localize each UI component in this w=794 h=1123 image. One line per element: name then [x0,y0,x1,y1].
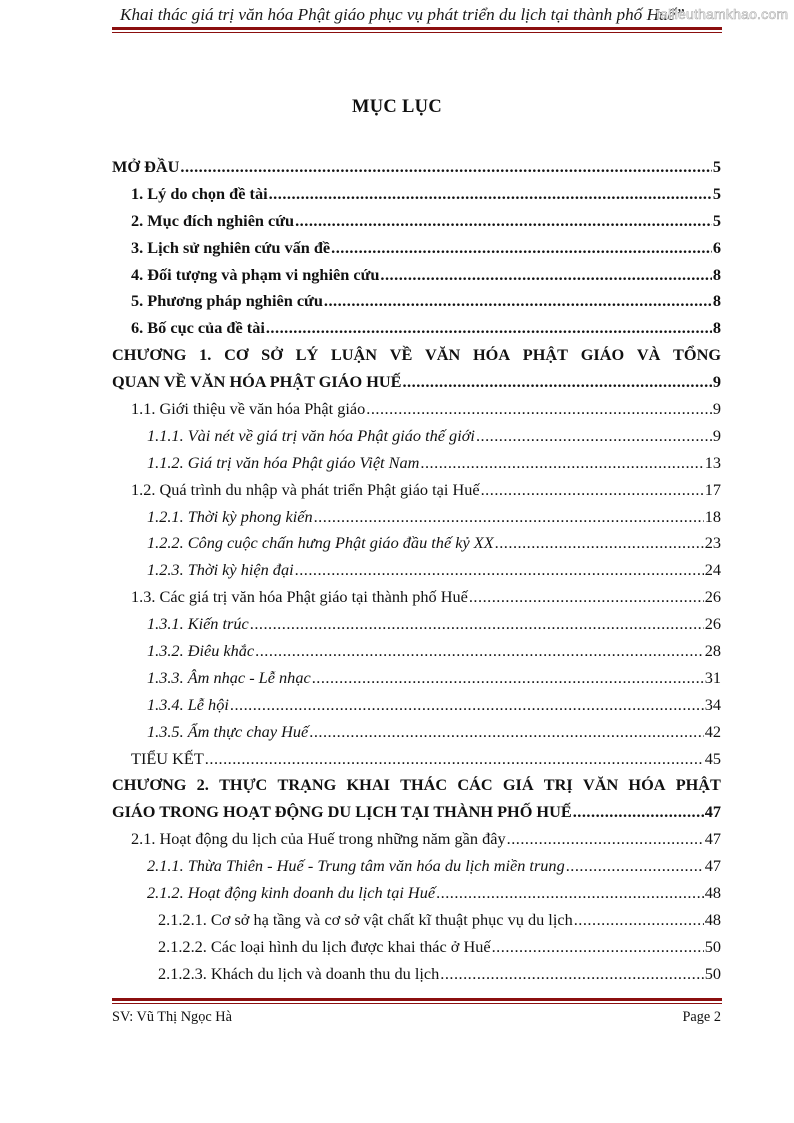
footer-author: SV: Vũ Thị Ngọc Hà [112,1009,232,1025]
toc-entry-page: 5 [712,210,721,230]
toc-entry-page: 5 [712,157,721,176]
toc-entry[interactable] [112,826,721,853]
toc-entry[interactable] [112,665,721,692]
dot-leader [250,611,704,638]
dot-leader [312,665,704,692]
toc-entry[interactable] [112,208,721,235]
chapter-heading-line [112,342,721,369]
toc-entry-text: 4. Đối tượng và phạm vi nghiên cứu [131,264,380,284]
toc-entry[interactable] [112,235,721,262]
toc-entry-text: 2. Mục đích nghiên cứu [131,210,295,230]
chapter-heading-text [112,342,721,369]
toc-entry-text: 1.1. Giới thiệu về văn hóa Phật giáo [131,399,366,419]
chapter-heading-word: SỞ [261,345,283,365]
chapter-heading-word: CHƯƠNG [112,775,187,795]
watermark: tailieuthamkhao.com [656,6,789,22]
toc-entry-page: 17 [704,479,721,499]
toc-entry[interactable] [112,692,721,719]
toc-entry-text: 6. Bố cục của đề tài [131,318,265,338]
chapter-heading-word: VĂN [425,345,461,365]
dot-leader [440,961,703,988]
chapter-heading-word: PHẬT [675,775,721,795]
toc-entry[interactable] [112,880,721,907]
toc-entry-text: 1.3. Các giá trị văn hóa Phật giáo tại thành phố Huế [131,587,468,607]
dot-leader [469,584,704,611]
dot-leader [420,450,703,477]
toc-entry-text: 1.2. Quá trình du nhập và phát triển Phật giáo tại Huế [131,479,480,499]
chapter-heading-word: TRẠNG [277,775,337,795]
dot-leader [507,826,704,853]
toc-entry[interactable] [112,638,721,665]
toc-entry-text: 1.1.2. Giá trị văn hóa Phật giáo Việt Nam [147,452,420,472]
toc-entry-text: 2.1.2. Hoạt động kinh doanh du lịch tại Huế [147,883,436,903]
chapter-heading-word: TỔNG [673,345,721,365]
toc-entry-text: 2.1.2.1. Cơ sở hạ tầng và cơ sở vật chất kĩ thuật phục vụ du lịch [158,909,573,929]
toc-entry[interactable] [112,450,721,477]
toc-entry-text: 5. Phương pháp nghiên cứu [131,291,323,311]
toc-entry-text: 1.1.1. Vài nét về giá trị văn hóa Phật giáo thế giới [147,425,475,445]
toc-entry[interactable] [112,477,721,504]
toc-entry[interactable] [112,907,721,934]
toc-chapter-2[interactable] [112,772,721,826]
toc-entry-text: 1.3.5. Ẩm thực chay Huế [147,721,309,741]
chapter-heading-word: HÓA [473,345,511,365]
toc-entry-page: 47 [704,829,721,849]
dot-leader [436,880,704,907]
toc-entry[interactable] [112,961,721,988]
header-rule-thick [112,27,722,30]
toc-entry-page: 45 [704,748,721,768]
footer-page-number: Page 2 [682,1009,721,1025]
toc-entry-text: 2.1.2.3. Khách du lịch và doanh thu du lịch [158,963,440,983]
toc-entry-text: 1.3.1. Kiến trúc [147,614,249,634]
toc-entry[interactable] [112,853,721,880]
chapter-heading-word: KHAI [346,775,390,795]
toc-entry-text: 1.2.2. Công cuộc chấn hưng Phật giáo đầu thế kỷ XX [147,533,494,553]
table-of-contents [112,154,721,988]
toc-entry[interactable] [112,530,721,557]
dot-leader [566,853,704,880]
toc-entry-text: QUAN VỀ VĂN HÓA PHẬT GIÁO HUẾ [112,372,402,392]
dot-leader [205,746,704,773]
chapter-heading-word: TRỊ [543,775,573,795]
chapter-heading-word: PHẬT [522,345,569,365]
dot-leader [295,557,704,584]
header-title: Khai thác giá trị văn hóa Phật giáo phục vụ phát triển du lịch tại thành phố Huế” [120,5,685,24]
chapter-heading-text [112,772,721,799]
toc-entry-page: 34 [704,694,721,714]
toc-entry-text: 1.3.3. Âm nhạc - Lễ nhạc [147,667,311,687]
toc-entry[interactable] [112,423,721,450]
toc-entry-text: 1.2.1. Thời kỳ phong kiến [147,506,313,526]
footer-rule-thin [112,1003,722,1004]
dot-leader [295,208,712,235]
toc-entry-page: 8 [712,318,721,338]
toc-chapter-1[interactable] [112,342,721,396]
dot-leader [476,423,712,450]
toc-entry-text: GIÁO TRONG HOẠT ĐỘNG DU LỊCH TẠI THÀNH PHỐ HUẾ [112,802,572,822]
toc-entry[interactable] [112,611,721,638]
chapter-heading-word: LÝ [295,345,319,365]
toc-entry-page: 23 [704,533,721,553]
toc-entry [112,799,721,826]
toc-entry-text: 2.1. Hoạt động du lịch của Huế trong những năm gần đây [131,829,506,849]
toc-entry-page: 5 [712,183,721,203]
dot-leader [314,504,704,531]
toc-entry-page: 31 [704,667,721,687]
dot-leader [309,719,703,746]
toc-entry-page: 42 [704,721,721,741]
toc-entry-text: MỞ ĐẦU [112,157,180,176]
toc-entry[interactable] [112,315,721,342]
toc-entry [112,369,721,396]
toc-entry[interactable] [112,934,721,961]
dot-leader [366,396,712,423]
chapter-heading-word: GIÁO [580,345,625,365]
chapter-heading-word: CÁC [457,775,493,795]
toc-entry[interactable] [112,396,721,423]
toc-entry-page: 47 [704,856,721,876]
toc-entry-page: 26 [704,614,721,634]
toc-entry-page: 50 [704,936,721,956]
toc-entry-text: 2.1.1. Thừa Thiên - Huế - Trung tâm văn hóa du lịch miền trung [147,856,565,876]
chapter-heading-word: CHƯƠNG [112,345,187,365]
dot-leader [481,477,704,504]
dot-leader [230,692,704,719]
toc-entry-page: 48 [704,883,721,903]
chapter-heading-word: VÀ [636,345,661,365]
toc-title: MỤC LỤC [352,97,442,117]
toc-entry-text: 1.3.4. Lễ hội [147,694,229,714]
chapter-heading-word: LUẬN [330,345,378,365]
toc-entry-mo-dau[interactable] [112,154,721,181]
toc-entry-text: 1.2.3. Thời kỳ hiện đại [147,560,294,580]
header-rule-thin [112,32,722,33]
chapter-heading-word: 2. [196,775,209,795]
dot-leader [266,315,712,342]
chapter-heading-word: GIÁ [502,775,534,795]
page-header [112,2,722,28]
dot-leader [324,288,712,315]
dot-leader [402,369,711,396]
dot-leader [269,181,712,208]
toc-entry-text: 2.1.2.2. Các loại hình du lịch được khai thác ở Huế [158,936,491,956]
dot-leader [180,154,711,181]
toc-entry[interactable] [112,504,721,531]
toc-entry[interactable] [112,288,721,315]
dot-leader [573,799,704,826]
toc-entry-text: 3. Lịch sử nghiên cứu vấn đề [131,237,331,257]
toc-entry-page: 48 [704,909,721,929]
toc-entry-page: 13 [704,452,721,472]
chapter-heading-word: THỰC [219,775,268,795]
toc-entry-page: 50 [704,963,721,983]
toc-entry-text: TIỂU KẾT [131,748,204,768]
dot-leader [574,907,704,934]
toc-entry[interactable] [112,746,721,773]
toc-entry-page: 8 [712,291,721,311]
toc-entry[interactable] [112,262,721,289]
chapter-heading-word: VỀ [389,345,413,365]
toc-entry-page: 9 [712,399,721,419]
toc-entry-page: 28 [704,641,721,661]
toc-entry[interactable] [112,181,721,208]
footer-rule-thick [112,998,722,1001]
dot-leader [492,934,704,961]
chapter-heading-word: 1. [199,345,212,365]
chapter-heading-line [112,772,721,799]
toc-entry-page: 9 [712,372,721,392]
toc-entry-page: 9 [712,425,721,445]
toc-entry-page: 24 [704,560,721,580]
toc-entry-text: 1. Lý do chọn đề tài [131,183,268,203]
toc-entry-text: 1.3.2. Điêu khắc [147,641,255,661]
chapter-heading-word: THÁC [400,775,448,795]
toc-entry-page: 8 [712,264,721,284]
toc-entry[interactable] [112,557,721,584]
chapter-heading-word: VĂN [582,775,619,795]
chapter-heading-word: HÓA [628,775,666,795]
chapter-heading-word: CƠ [224,345,249,365]
dot-leader [331,235,712,262]
toc-entry-page: 47 [704,802,721,822]
toc-entry[interactable] [112,584,721,611]
dot-leader [380,262,711,289]
dot-leader [255,638,704,665]
toc-entry-page: 26 [704,587,721,607]
toc-entry-page: 6 [712,237,721,257]
toc-entry[interactable] [112,719,721,746]
toc-entry-page: 18 [704,506,721,526]
dot-leader [495,530,704,557]
